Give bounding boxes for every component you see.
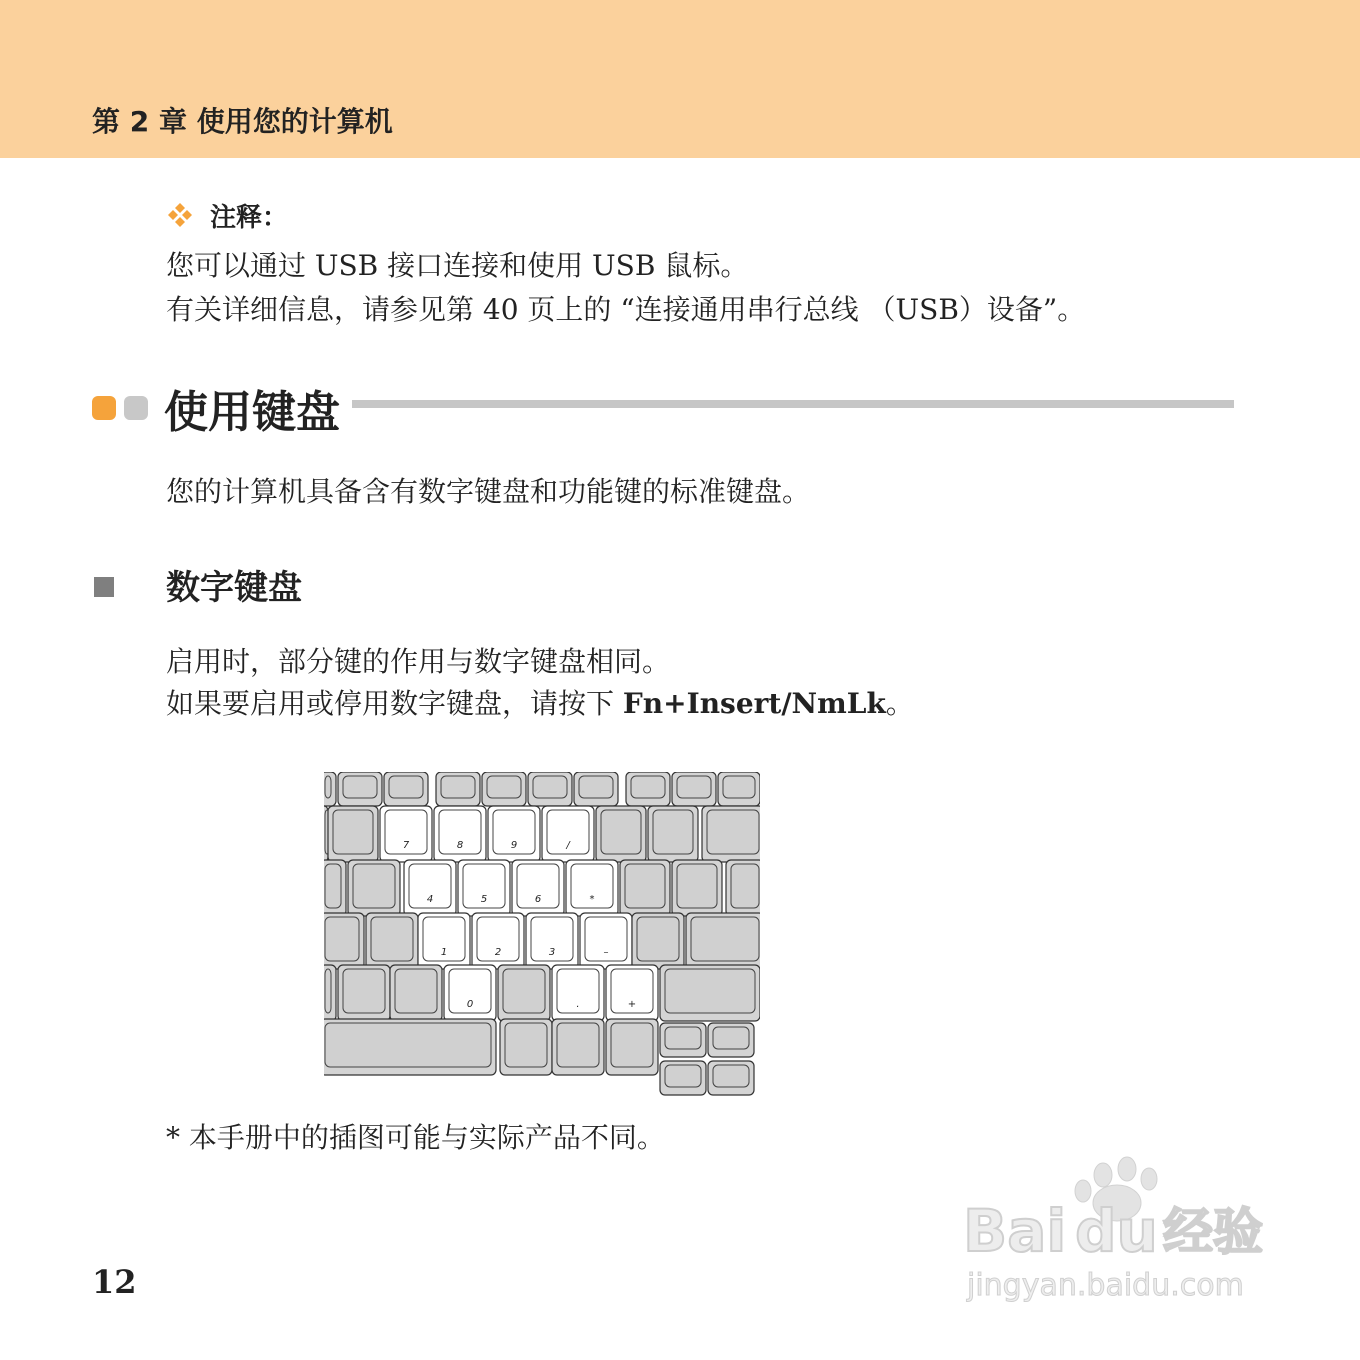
key-label: 9 [510, 840, 518, 851]
keycap [708, 1061, 754, 1095]
keycap [574, 772, 618, 806]
keycap [498, 965, 550, 1021]
keycap [726, 860, 760, 916]
keycap-12 [444, 965, 496, 1021]
keycap-2 [488, 806, 540, 862]
page-number: 12 [92, 1263, 137, 1301]
keycap-0 [380, 806, 432, 862]
key-label: 3 [548, 947, 556, 958]
keyboard-illustration [324, 772, 760, 1096]
keycap [366, 913, 418, 969]
keycap [324, 860, 346, 916]
key-label: 7 [402, 840, 410, 851]
key-label: 8 [456, 840, 464, 851]
keycap [648, 806, 698, 862]
keycap [324, 965, 336, 1021]
section-title: 使用键盘 [164, 387, 340, 438]
keycap [482, 772, 526, 806]
keycap-4 [404, 860, 456, 916]
keycap-6 [512, 860, 564, 916]
key-label: – [603, 947, 609, 958]
footnote: * 本手册中的插图可能与实际产品不同。 [166, 1121, 665, 1154]
keycap [390, 965, 442, 1021]
section-intro: 您的计算机具备含有数字键盘和功能键的标准键盘。 [166, 475, 811, 508]
keycap [384, 772, 428, 806]
key-label: * [589, 894, 595, 905]
keycap [338, 772, 382, 806]
key-label: . [576, 999, 580, 1010]
keycap-10 [526, 913, 578, 969]
keycap [596, 806, 646, 862]
keycap [660, 1061, 706, 1095]
baidu-watermark [955, 1155, 1285, 1315]
chapter-header-band [0, 0, 1360, 158]
keycap-3 [542, 806, 594, 862]
key-label: / [566, 840, 570, 851]
keycap [672, 772, 716, 806]
keycap-13 [552, 965, 604, 1021]
watermark-url: jingyan.baidu.com [967, 1268, 1244, 1303]
note-label: 注释： [210, 202, 289, 233]
note-line-1: 您可以通过 USB 接口连接和使用 USB 鼠标。 [166, 249, 749, 282]
keycap [672, 860, 722, 916]
keycap [552, 1019, 604, 1075]
keycap-14 [606, 965, 658, 1021]
keycap-8 [418, 913, 470, 969]
keycap [686, 913, 760, 969]
keycap [324, 772, 336, 806]
watermark-brand-cn: 经验 [1163, 1203, 1263, 1261]
keycap-7 [566, 860, 618, 916]
keycap [324, 1019, 496, 1075]
instruction-end: 。 [885, 687, 914, 720]
orange-square-icon [92, 396, 116, 420]
keycap [528, 772, 572, 806]
keycap [660, 965, 760, 1021]
subsection-line-2 [166, 682, 914, 726]
subsection-title: 数字键盘 [166, 568, 302, 608]
keycap [348, 860, 400, 916]
keycap [324, 913, 364, 969]
key-combo: Fn+Insert/NmLk [622, 687, 886, 720]
keycap [338, 965, 390, 1021]
keycap [500, 1019, 552, 1075]
section-heading [92, 380, 340, 436]
keycap [328, 806, 378, 862]
key-label: 4 [426, 894, 434, 905]
keycap [436, 772, 480, 806]
keycap-5 [458, 860, 510, 916]
keycap [708, 1023, 754, 1057]
key-label: + [627, 999, 637, 1010]
keycap-1 [434, 806, 486, 862]
subsection-line-1: 启用时，部分键的作用与数字键盘相同。 [166, 645, 671, 678]
keycap [660, 1023, 706, 1057]
note-heading [166, 195, 288, 235]
keycap-11 [580, 913, 632, 969]
key-label: 5 [480, 894, 488, 905]
keycap [606, 1019, 658, 1075]
note-line-2: 有关详细信息，请参见第 40 页上的 “连接通用串行总线 （USB）设备”。 [166, 293, 1086, 326]
keycap [718, 772, 760, 806]
key-label: 6 [534, 894, 542, 905]
chapter-title: 第 2 章 使用您的计算机 [92, 105, 393, 138]
keycap [620, 860, 670, 916]
square-bullet-icon [94, 577, 114, 597]
watermark-brand-left: Bai [963, 1197, 1067, 1265]
key-label: 1 [440, 947, 448, 958]
keycap [702, 806, 760, 862]
watermark-brand-right: du [1075, 1197, 1158, 1265]
keycap [626, 772, 670, 806]
diamond-bullet-icon [166, 201, 194, 229]
instruction-text: 如果要启用或停用数字键盘，请按下 [166, 687, 623, 720]
key-label: 2 [494, 947, 502, 958]
keycap [632, 913, 684, 969]
section-rule [352, 400, 1234, 408]
keycap-9 [472, 913, 524, 969]
gray-square-icon [124, 396, 148, 420]
key-label: 0 [466, 999, 474, 1010]
